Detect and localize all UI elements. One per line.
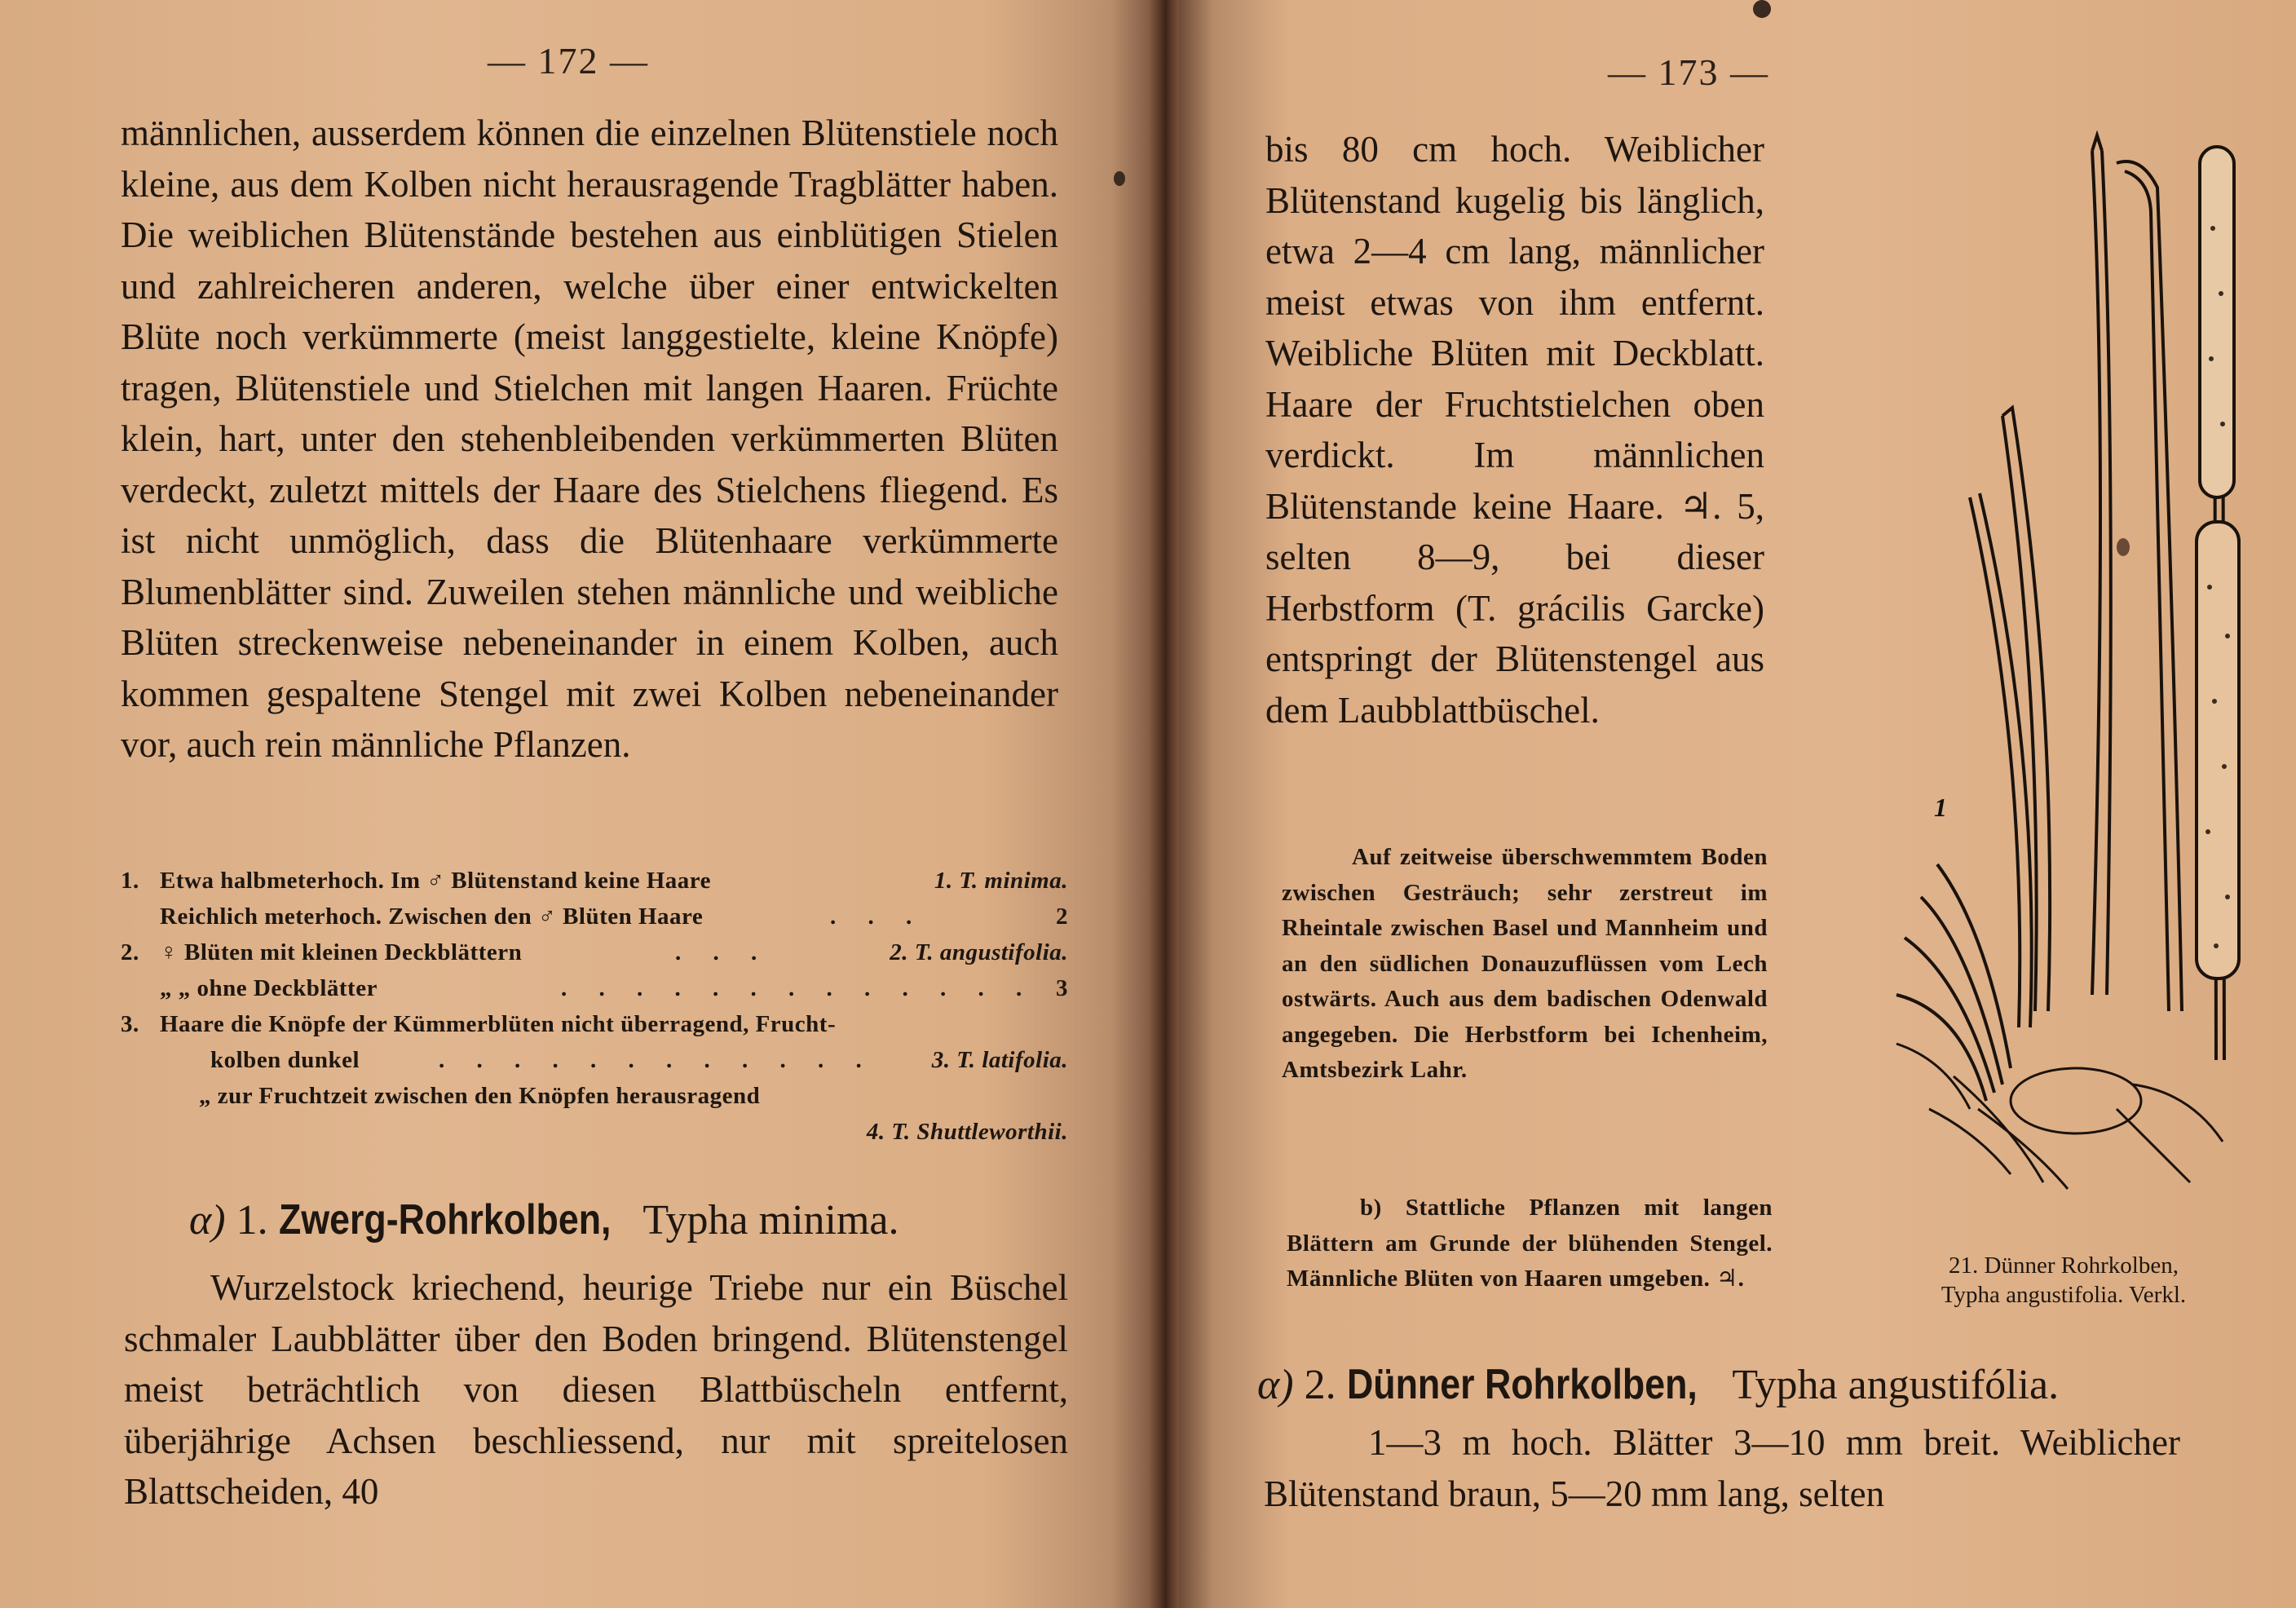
heading-latin: Typha angustifólia. <box>1732 1362 2060 1408</box>
key-text: „ „ ohne Deckblätter <box>160 975 378 1001</box>
key-dots: . . . <box>830 903 925 930</box>
heading-name: Zwerg-Rohrkolben, <box>278 1196 612 1244</box>
key-dots: . . . . . . . . . . . . . <box>561 975 1035 1001</box>
leaf <box>2092 151 2100 995</box>
species-heading-2 <box>1257 1360 2059 1409</box>
root <box>1954 1076 2043 1182</box>
key-result: 3. T. latifolia. <box>931 1047 1068 1073</box>
key-result: 3 <box>1056 975 1068 1001</box>
key-row <box>121 970 1068 1006</box>
key-text: Etwa halbmeterhoch. Im ♂ Blütenstand keine Haare <box>160 868 711 894</box>
rhizome <box>2011 1068 2141 1133</box>
key-result: 4. T. Shuttleworthii. <box>866 1119 1068 1145</box>
key-text: „ zur Fruchtzeit zwischen den Knöpfen herausragend <box>199 1083 761 1109</box>
heading-name: Dünner Rohrkolben, <box>1346 1361 1698 1408</box>
caption-line: 21. Dünner Rohrkolben, <box>1949 1252 2179 1279</box>
key-num: 1. <box>121 868 139 894</box>
key-row <box>121 934 1068 970</box>
right-paragraph-2: 1—3 m hoch. Blätter 3—10 mm breit. Weiblicher Blütenstand braun, 5—20 mm lang, selten <box>1264 1422 2180 1514</box>
blade <box>1905 938 1994 1093</box>
key-result: 1. T. minima. <box>934 868 1068 894</box>
blade <box>1921 897 2002 1085</box>
page-number-172: — 172 — <box>488 40 649 82</box>
leaf <box>2102 151 2111 995</box>
leaf <box>1970 497 2020 1027</box>
root <box>2117 1109 2190 1182</box>
key-text: ♀ Blüten mit kleinen Deckblättern <box>160 939 523 965</box>
key-row <box>121 1006 1068 1042</box>
key-dots: . . . . . . . . . . . . <box>439 1047 875 1073</box>
habitat-paragraph: Auf zeitweise überschwemmtem Boden zwischen Gesträuch; sehr zerstreut im Rheintale zwischen Basel und Mannheim und an den südlichen Donauzuflüssen vom Lech ostwärts. Auch aus dem badischen Odenwald angegeben. Die Herbstform bei Ichenheim, Amtsbezirk Lahr. <box>1282 844 1768 1083</box>
left-paragraph-2: Wurzelstock kriechend, heurige Triebe nur ein Büschel schmaler Laubblätter über den Boden bringend. Blütenstengel meist beträchtlich von diesen Blattbüscheln entfernt, überjährige Achsen beschliessend, nur mit spreitelosen Blattscheiden, 40 <box>124 1267 1068 1512</box>
leaf <box>1980 493 2032 1027</box>
leaf <box>2092 135 2102 151</box>
key-row <box>121 1042 1068 1078</box>
left-paragraph: männlichen, ausserdem können die einzelnen Blütenstiele noch kleine, aus dem Kolben nicht herausragende Tragblätter haben. Die weiblichen Blütenstände bestehen aus einblütigen Stielen und zahlreicheren anderen, welche über einer entwickelten Blüte noch verkümmerte (meist langgestielte, kleine Knöpfe) tragen, Blütenstiele und Stielchen mit langen Haaren. Früchte klein, hart, unter den stehenbleibenden verkümmerten Blüten verdeckt, zuletzt mittels der Haare des Stielchens fliegend. Es ist nicht unmöglich, dass die Blütenhaare verkümmerte Blumenblätter sind. Zuweilen stehen männliche und weibliche Blüten streckenweise nebeneinander in einem Kolben, auch kommen gespaltene Stengel mit zwei Kolben nebeneinander vor, auch rein männliche Pflanzen. <box>121 113 1058 765</box>
right-paragraph: bis 80 cm hoch. Weiblicher Blütenstand kugelig bis länglich, etwa 2—4 cm lang, männlicher meist etwas von ihm entfernt. Weibliche Blüten mit Deckblatt. Haare der Fruchtstielchen oben verdickt. Im männlichen Blütenstande keine Haare. ♃. 5, selten 8—9, bei dieser Herbstform (T. grácilis Garcke) entspringt der Blütenstengel aus dem Laubblattbüschel. <box>1265 129 1764 731</box>
group-b-paragraph: b) Stattliche Pflanzen mit langen Blättern am Grunde der blühenden Stengel. Männliche Blüten von Haaren umgeben. ♃. <box>1287 1195 1773 1292</box>
heading-latin: Typha minima. <box>642 1197 899 1244</box>
typha-illustration <box>1848 130 2272 1191</box>
key-result: 2. T. angustifolia. <box>890 939 1068 965</box>
leaf <box>2117 161 2182 1011</box>
root <box>1896 1044 1970 1109</box>
species-key <box>121 863 1068 1150</box>
caption-line: Typha angustifolia. Verkl. <box>1941 1282 2187 1308</box>
heading-greek: α) <box>1257 1362 1294 1408</box>
key-text: Haare die Knöpfe der Kümmerblüten nicht überragend, Frucht- <box>160 1011 837 1037</box>
species-heading-1 <box>189 1195 899 1244</box>
heading-number: 1. <box>236 1197 268 1244</box>
key-row <box>121 863 1068 899</box>
figure-label: 1 <box>1934 793 1947 822</box>
key-text: Reichlich meterhoch. Zwischen den ♂ Blüten Haare <box>160 903 704 930</box>
right-page <box>1179 0 2296 1608</box>
heading-number: 2. <box>1304 1362 1336 1408</box>
heading-greek: α) <box>189 1197 226 1244</box>
key-text: kolben dunkel <box>210 1047 360 1073</box>
key-dots: . . . <box>675 939 770 965</box>
paper-spot <box>2117 538 2130 556</box>
figure-caption <box>1831 1251 2296 1310</box>
key-num: 2. <box>121 939 139 965</box>
paper-spot <box>1753 0 1771 18</box>
root <box>2133 1085 2223 1142</box>
paper-spot <box>1114 171 1125 186</box>
key-row <box>121 899 1068 934</box>
female-spike <box>2197 522 2239 978</box>
key-row <box>121 1114 1068 1150</box>
male-spike <box>2200 147 2234 497</box>
page-number-173: — 173 — <box>1608 51 1769 93</box>
leaf <box>2002 408 2050 1011</box>
key-result: 2 <box>1056 903 1068 930</box>
key-row <box>121 1078 1068 1114</box>
key-num: 3. <box>121 1011 139 1037</box>
